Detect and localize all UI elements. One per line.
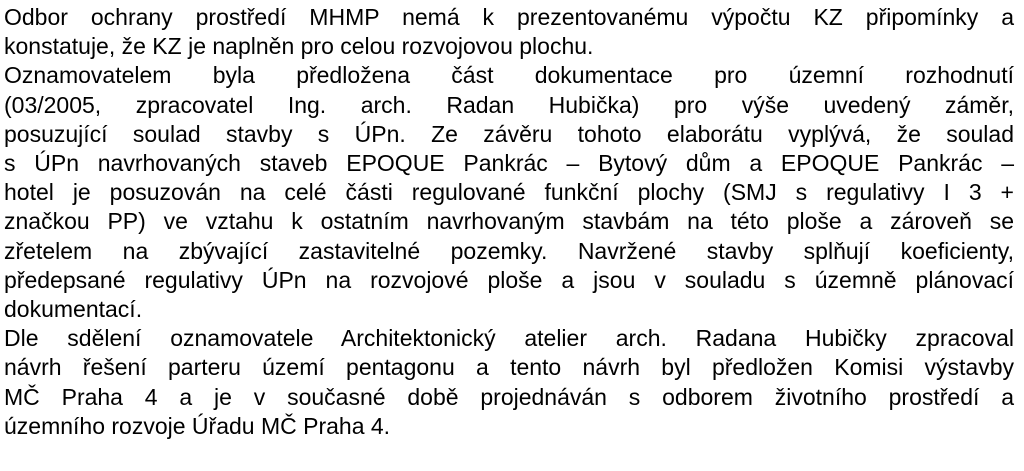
paragraph-2-line-8: předepsané regulativy ÚPn na rozvojové ploše a jsou v souladu s územně plánovací xyxy=(4,266,1014,293)
paragraph-1 xyxy=(4,3,1014,61)
paragraph-2-line-3: posuzující soulad stavby s ÚPn. Ze závěru tohoto elaborátu vyplývá, že soulad xyxy=(4,120,1014,147)
paragraph-2 xyxy=(4,61,1014,324)
paragraph-2-line-2: (03/2005, zpracovatel Ing. arch. Radan Hubička) pro výše uvedený záměr, xyxy=(4,91,1014,118)
paragraph-2-line-1: Oznamovatelem byla předložena část dokumentace pro územní rozhodnutí xyxy=(4,62,1014,89)
paragraph-2-line-9: dokumentací. xyxy=(4,296,143,323)
paragraph-3-line-2: návrh řešení parteru území pentagonu a tento návrh byl předložen Komisi výstavby xyxy=(4,354,1014,381)
paragraph-3 xyxy=(4,324,1014,441)
paragraph-1-line-1: Odbor ochrany prostředí MHMP nemá k prezentovanému výpočtu KZ připomínky a xyxy=(4,4,1014,30)
paragraph-3-line-3: MČ Praha 4 a je v současné době projednáván s odborem životního prostředí a xyxy=(4,383,1014,410)
paragraph-2-line-7: zřetelem na zbývající zastavitelné pozemky. Navržené stavby splňují koeficienty, xyxy=(4,237,1014,264)
paragraph-1-line-2: konstatuje, že KZ je naplněn pro celou rozvojovou plochu. xyxy=(4,33,594,60)
paragraph-2-line-4: s ÚPn navrhovaných staveb EPOQUE Pankrác – Bytový dům a EPOQUE Pankrác – xyxy=(4,150,1014,177)
paragraph-2-line-5: hotel je posuzován na celé části regulované funkční plochy (SMJ s regulativy I 3 + xyxy=(4,179,1014,206)
paragraph-3-line-4: územního rozvoje Úřadu MČ Praha 4. xyxy=(4,412,391,439)
paragraph-2-line-6: značkou PP) ve vztahu k ostatním navrhovaným stavbám na této ploše a zároveň se xyxy=(4,208,1014,235)
paragraph-3-line-1: Dle sdělení oznamovatele Architektonický atelier arch. Radana Hubičky zpracoval xyxy=(4,325,1014,352)
